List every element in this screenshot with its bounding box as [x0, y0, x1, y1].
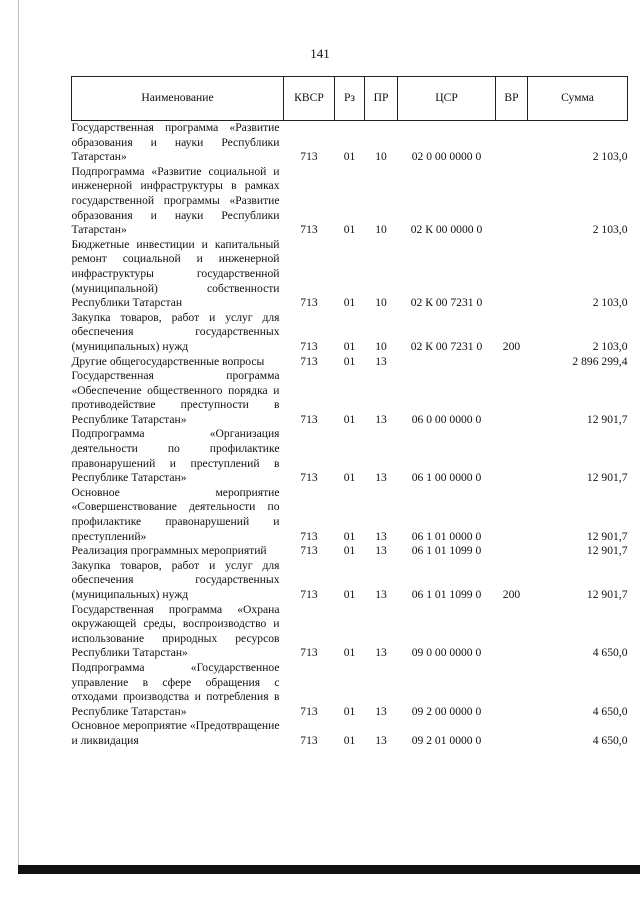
cell-sum: 2 896 299,4 — [572, 354, 628, 368]
header-name: Наименование — [72, 77, 284, 121]
cell-csr: 09 2 00 0000 0 — [411, 704, 482, 718]
cell-kvsr: 713 — [300, 588, 318, 601]
budget-table — [71, 76, 628, 749]
table-row — [72, 661, 628, 719]
cell-kvsr: 713 — [300, 223, 318, 237]
table-row — [72, 165, 628, 238]
cell-vr — [496, 603, 528, 661]
cell-pr: 13 — [375, 471, 387, 485]
cell-name: Подпрограмма «Развитие социальной и инженерной инфраструктуры в рамках государственной программы «Развитие образования и науки Республики Татарстан» — [71, 164, 280, 237]
cell-rz: 01 — [343, 339, 356, 353]
cell-pr: 10 — [375, 339, 387, 353]
cell-pr: 10 — [375, 223, 387, 237]
cell-csr: 02 К 00 7231 0 — [410, 296, 483, 310]
cell-name: Закупка товаров, работ и услуг для обеспечения государственных (муниципальных) нужд — [71, 558, 280, 601]
header-sum: Сумма — [528, 77, 628, 121]
cell-kvsr: 713 — [300, 412, 318, 426]
cell-name: Бюджетные инвестиции и капитальный ремонт социальной и инженерной инфраструктуры государственной (муниципальной) собственности Республики Татарстан — [71, 237, 280, 310]
cell-pr: 13 — [375, 354, 387, 368]
cell-csr: 02 0 00 0000 0 — [411, 150, 482, 164]
cell-rz: 01 — [343, 544, 356, 558]
cell-rz: 01 — [343, 471, 356, 485]
table-row — [72, 121, 628, 165]
cell-vr — [496, 427, 528, 485]
header-pr: ПР — [365, 77, 398, 121]
cell-pr: 10 — [375, 296, 387, 310]
table-row — [72, 355, 628, 370]
cell-pr: 10 — [375, 150, 387, 164]
cell-csr: 09 0 00 0000 0 — [411, 646, 482, 660]
cell-vr — [496, 661, 528, 719]
cell-name: Основное мероприятие «Совершенствование деятельности по профилактике правонарушений и преступлений» — [71, 485, 280, 543]
header-csr: ЦСР — [398, 77, 496, 121]
cell-pr: 13 — [375, 733, 387, 747]
cell-name: Государственная программа «Развитие образования и науки Республики Татарстан» — [71, 121, 280, 164]
cell-vr — [496, 121, 528, 165]
cell-kvsr: 713 — [300, 733, 318, 747]
cell-sum: 4 650,0 — [592, 733, 628, 747]
budget-table-container — [71, 76, 627, 749]
cell-csr: 06 1 01 0000 0 — [411, 529, 482, 543]
cell-csr: 02 К 00 7231 0 — [410, 339, 483, 353]
cell-kvsr: 713 — [300, 704, 318, 718]
header-vr: ВР — [496, 77, 528, 121]
cell-csr: 06 1 00 0000 0 — [411, 471, 482, 485]
cell-sum: 12 901,7 — [586, 529, 628, 543]
cell-sum: 12 901,7 — [586, 588, 628, 601]
table-row — [72, 719, 628, 748]
cell-rz: 01 — [343, 733, 356, 747]
cell-name: Подпрограмма «Государственное управление в сфере обращения с отходами производства и потребления в Республике Татарстан» — [71, 660, 280, 718]
cell-vr — [496, 238, 528, 311]
cell-kvsr: 713 — [300, 646, 318, 660]
cell-pr: 13 — [375, 646, 387, 660]
cell-vr: 200 — [502, 588, 521, 601]
cell-csr: 06 1 01 1099 0 — [411, 544, 482, 558]
cell-vr: 200 — [502, 339, 521, 353]
cell-rz: 01 — [343, 529, 356, 543]
cell-csr: 09 2 01 0000 0 — [411, 733, 482, 747]
cell-name: Основное мероприятие «Предотвращение и ликвидация — [71, 719, 280, 747]
header-rz: Рз — [335, 77, 365, 121]
cell-rz: 01 — [343, 646, 356, 660]
table-row — [72, 559, 628, 603]
cell-vr — [496, 719, 528, 748]
cell-kvsr: 713 — [300, 150, 318, 164]
cell-csr: 02 К 00 0000 0 — [410, 223, 483, 237]
cell-kvsr: 713 — [300, 296, 318, 310]
cell-rz: 01 — [343, 412, 356, 426]
cell-pr: 13 — [375, 588, 387, 601]
cell-vr — [496, 486, 528, 544]
table-row — [72, 544, 628, 559]
table-row — [72, 311, 628, 355]
cell-csr: 06 0 00 0000 0 — [411, 412, 482, 426]
cell-name: Другие общегосударственные вопросы — [71, 354, 265, 368]
page-number: 141 — [310, 46, 330, 61]
cell-name: Государственная программа «Охрана окружающей среды, воспроизводство и использование природных ресурсов Республики Татарстан» — [71, 602, 280, 660]
cell-kvsr: 713 — [300, 471, 318, 485]
table-row — [72, 486, 628, 544]
table-row — [72, 427, 628, 485]
cell-vr — [496, 369, 528, 427]
cell-sum: 4 650,0 — [592, 646, 628, 660]
cell-name: Закупка товаров, работ и услуг для обеспечения государственных (муниципальных) нужд — [71, 310, 280, 353]
cell-rz: 01 — [343, 354, 356, 368]
cell-csr — [398, 355, 496, 370]
cell-kvsr: 713 — [300, 529, 318, 543]
cell-sum: 2 103,0 — [592, 296, 628, 310]
cell-sum: 2 103,0 — [592, 150, 628, 164]
cell-sum: 12 901,7 — [586, 412, 628, 426]
table-header-row — [72, 77, 628, 121]
table-header — [72, 77, 628, 121]
cell-pr: 13 — [375, 529, 387, 543]
header-kvsr: КВСР — [284, 77, 335, 121]
scan-edge-line — [18, 0, 19, 870]
cell-rz: 01 — [343, 704, 356, 718]
cell-sum: 12 901,7 — [586, 471, 628, 485]
cell-name: Государственная программа «Обеспечение общественного порядка и противодействие преступности в Республике Татарстан» — [71, 369, 280, 426]
cell-vr — [496, 355, 528, 370]
cell-kvsr: 713 — [300, 544, 318, 558]
cell-rz: 01 — [343, 588, 356, 601]
cell-kvsr: 713 — [300, 339, 318, 353]
cell-pr: 13 — [375, 704, 387, 718]
cell-sum: 12 901,7 — [586, 544, 628, 558]
cell-name: Подпрограмма «Организация деятельности по профилактике правонарушений и преступлений в Республике Татарстан» — [71, 427, 280, 485]
table-row — [72, 603, 628, 661]
cell-name: Реализация программных мероприятий — [71, 544, 267, 558]
scan-bottom-border — [18, 865, 640, 874]
cell-pr: 13 — [375, 544, 387, 558]
cell-sum: 2 103,0 — [592, 339, 628, 353]
cell-pr: 13 — [375, 412, 387, 426]
cell-vr — [496, 165, 528, 238]
cell-rz: 01 — [343, 223, 356, 237]
cell-rz: 01 — [343, 296, 356, 310]
table-row — [72, 369, 628, 427]
cell-sum: 4 650,0 — [592, 704, 628, 718]
table-row — [72, 238, 628, 311]
table-body — [72, 121, 628, 749]
cell-csr: 06 1 01 1099 0 — [411, 588, 482, 601]
cell-sum: 2 103,0 — [592, 223, 628, 237]
cell-rz: 01 — [343, 150, 356, 164]
cell-kvsr: 713 — [300, 354, 318, 368]
cell-vr — [496, 544, 528, 559]
